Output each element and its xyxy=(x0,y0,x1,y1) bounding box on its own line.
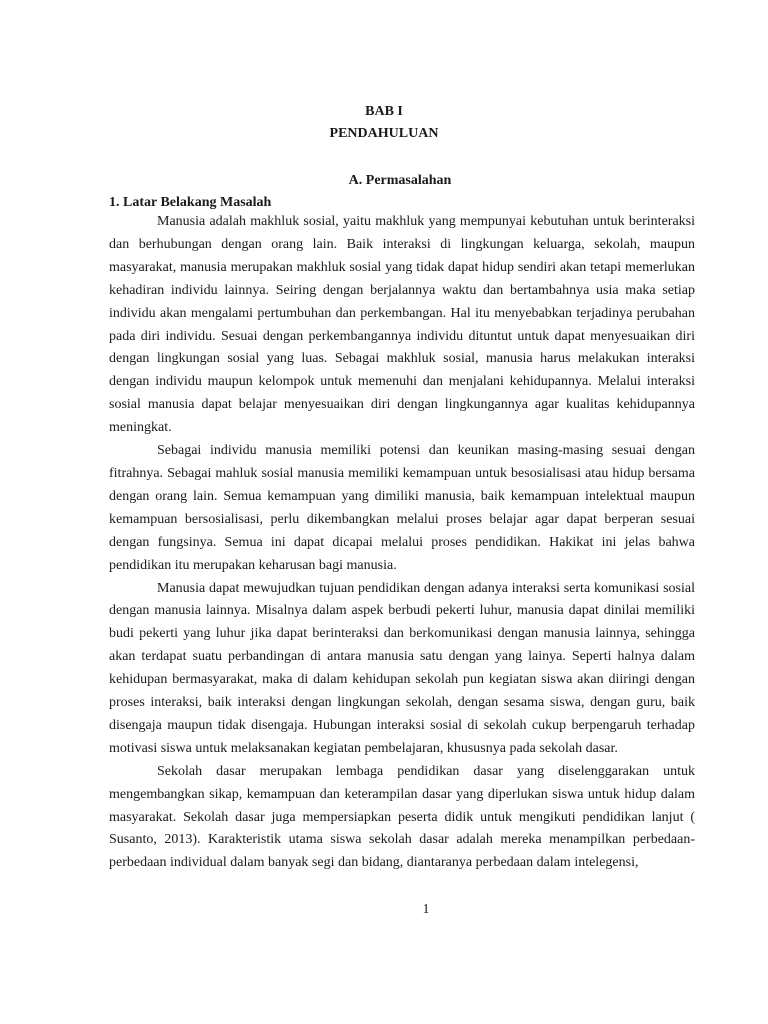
paragraph: Manusia adalah makhluk sosial, yaitu makhluk yang mempunyai kebutuhan untuk berinteraksi dan berhubungan dengan orang lain. Baik interaksi di lingkungan keluarga, sekolah, maupun masyarakat, manusia merupakan makhluk sosial yang tidak dapat hidup sendiri akan tetapi memerlukan kehadiran individu lainnya. Seiring dengan berjalannya waktu dan bertambahnya usia maka setiap individu akan mengalami pertumbuhan dan perkembangan. Hal itu menyebabkan terjadinya perubahan pada diri individu. Sesuai dengan perkembangannya individu dituntut untuk dapat menyesuaikan diri dengan lingkungan sosial yang luas. Sebagai makhluk sosial, manusia harus melakukan interaksi dengan individu maupun kelompok untuk memenuhi dan menjalani kehidupannya. Melalui interaksi sosial manusia dapat belajar menyesuaikan diri dengan lingkungannya agar kualitas kehidupannya meningkat. xyxy=(109,214,695,436)
section-heading: A. Permasalahan xyxy=(348,173,452,188)
paragraph: Sebagai individu manusia memiliki potensi dan keunikan masing-masing sesuai dengan fitrahnya. Sebagai mahluk sosial manusia memiliki kemampuan untuk besosialisasi atau hidup bersama dengan orang lain. Semua kemampuan yang dimiliki manusia, baik kemampuan intelektual maupun kemampuan bersosialisasi, perlu dikembangkan melalui proses belajar agar dapat berperan sesuai dengan fungsinya. Semua ini dapat dicapai melalui proses pendidikan. Hakikat ini jelas bahwa pendidikan itu merupakan keharusan bagi manusia. xyxy=(109,443,695,573)
chapter-number: BAB I xyxy=(365,104,403,119)
chapter-title: PENDAHULUAN xyxy=(329,126,439,141)
page-number: 1 xyxy=(422,902,430,917)
body-text xyxy=(109,211,695,875)
subsection-heading: 1. Latar Belakang Masalah xyxy=(109,195,272,210)
paragraph: Sekolah dasar merupakan lembaga pendidikan dasar yang diselenggarakan untuk mengembangkan sikap, kemampuan dan keterampilan dasar yang diperlukan siswa untuk hidup dalam masyarakat. Sekolah dasar juga mempersiapkan peserta didik untuk mengikuti pendidikan lanjut ( Susanto, 2013). Karakteristik utama siswa sekolah dasar adalah mereka menampilkan perbedaan-perbedaan individual dalam banyak segi dan bidang, diantaranya perbedaan dalam intelegensi, xyxy=(109,763,695,871)
paragraph: Manusia dapat mewujudkan tujuan pendidikan dengan adanya interaksi serta komunikasi sosial dengan manusia lainnya. Misalnya dalam aspek berbudi pekerti luhur, manusia dapat dinilai memiliki budi pekerti yang luhur jika dapat berinteraksi dan berkomunikasi dengan manusia lainnya, sehingga akan terdapat suatu perbandingan di antara manusia satu dengan yang lainya. Seperti halnya dalam kehidupan bermasyarakat, maka di dalam kehidupan sekolah pun kegiatan siswa akan diiringi dengan proses interaksi, baik interaksi dengan lingkungan sekolah, dengan sesama siswa, dengan guru, baik disengaja maupun tidak disengaja. Hubungan interaksi sosial di sekolah cukup berpengaruh terhadap motivasi siswa untuk melaksanakan kegiatan pembelajaran, khususnya pada sekolah dasar. xyxy=(109,580,695,756)
